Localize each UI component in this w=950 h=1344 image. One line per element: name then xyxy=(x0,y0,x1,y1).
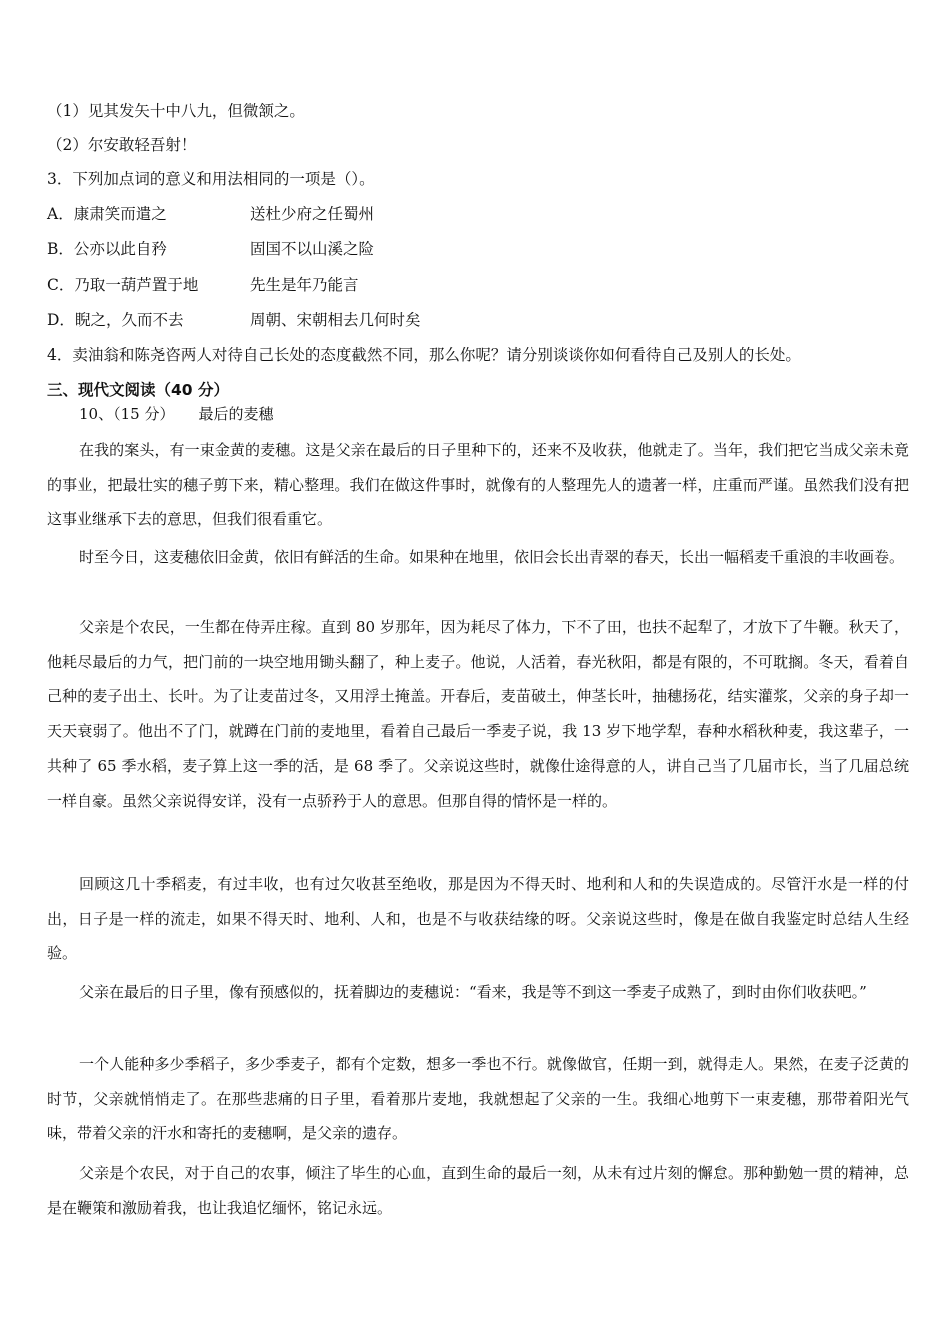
question-3-option-b xyxy=(47,239,167,259)
option-d-left: 睨之，久而不去 xyxy=(74,311,184,329)
question-3-option-a xyxy=(47,204,167,224)
question-4: 4．卖油翁和陈尧咨两人对待自己长处的态度截然不同，那么你呢？请分别谈谈你如何看待自己及别人的长处。 xyxy=(47,346,801,364)
article-paragraph-2: 时至今日，这麦穗依旧金黄，依旧有鲜活的生命。如果种在地里，依旧会长出青翠的春天，长出一幅稻麦千重浪的丰收画卷。 xyxy=(79,548,905,566)
option-label: B． xyxy=(47,240,74,258)
article-paragraph-6: 一个人能种多少季稻子，多少季麦子，都有个定数，想多一季也不行。就像做官，任期一到，就得走人。果然，在麦子泛黄的时节，父亲就悄悄走了。在那些悲痛的日子里，看着那片麦地，我就想起了父亲的一生。我细心地剪下一束麦穗，那带着阳光气味，带着父亲的汗水和寄托的麦穗啊，是父亲的遗存。 xyxy=(47,1055,909,1143)
option-c-left: 乃取一葫芦置于地 xyxy=(74,276,199,294)
article-paragraph-3: 父亲是个农民，一生都在侍弄庄稼。直到 80 岁那年，因为耗尽了体力，下不了田，也扶不起犁了，才放下了牛鞭。秋天了，他耗尽最后的力气，把门前的一块空地用锄头翻了，种上麦子。他说，人活着，春光秋阳，都是有限的，不可耽搁。冬天，看着自己种的麦子出土、长叶。为了让麦苗过冬，又用浮土掩盖。开春后，麦苗破土，伸茎长叶，抽穗扬花，结实灌浆，父亲的身子却一天天衰弱了。他出不了门，就蹲在门前的麦地里，看着自己最后一季麦子说，我 13 岁下地学犁，春种水稻秋种麦，我这辈子，一共种了 65 季水稻，麦子算上这一季的活，是 68 季了。父亲说这些时，就像仕途得意的人，讲自己当了几届市长，当了几届总统一样自豪。虽然父亲说得安详，没有一点骄矜于人的意思。但那自得的情怀是一样的。 xyxy=(47,618,909,810)
question-3-option-c xyxy=(47,275,198,295)
translation-item-2: （2）尔安敢轻吾射！ xyxy=(47,136,197,154)
article-paragraph-5: 父亲在最后的日子里，像有预感似的，抚着脚边的麦穗说：“看来，我是等不到这一季麦子成熟了，到时由你们收获吧。” xyxy=(79,983,867,1001)
article-paragraph-4: 回顾这几十季稻麦，有过丰收，也有过欠收甚至绝收，那是因为不得天时、地利和人和的失误造成的。尽管汗水是一样的付出，日子是一样的流走，如果不得天时、地利、人和，也是不与收获结缘的呀。父亲说这些时，像是在做自我鉴定时总结人生经验。 xyxy=(47,875,909,963)
question-3-option-d xyxy=(47,310,183,330)
option-b-left: 公亦以此自矜 xyxy=(73,240,167,258)
reading-subheading xyxy=(79,404,273,424)
question-3-option-d-right: 周朝、宋朝相去几何时矣 xyxy=(250,311,421,329)
question-3-stem: 3．下列加点词的意义和用法相同的一项是（）。 xyxy=(47,170,375,188)
article-title: 最后的麦穗 xyxy=(198,405,274,423)
question-number: 10、（15 分） xyxy=(79,405,175,423)
article-paragraph-7: 父亲是个农民，对于自己的农事，倾注了毕生的心血，直到生命的最后一刻，从未有过片刻的懈怠。那种勤勉一贯的精神，总是在鞭策和激励着我，也让我追忆缅怀，铭记永远。 xyxy=(47,1164,909,1217)
option-label: C． xyxy=(47,276,75,294)
article-paragraph-1: 在我的案头，有一束金黄的麦穗。这是父亲在最后的日子里种下的，还来不及收获，他就走了。当年，我们把它当成父亲未竟的事业，把最壮实的穗子剪下来，精心整理。我们在做这件事时，就像有的人整理先人的遗著一样，庄重而严谨。虽然我们没有把这事业继承下去的意思，但我们很看重它。 xyxy=(47,441,909,529)
question-3-option-a-right: 送杜少府之任蜀州 xyxy=(250,205,375,223)
option-label: A． xyxy=(47,205,74,223)
section-heading: 三、现代文阅读（40 分） xyxy=(47,381,229,399)
option-label: D． xyxy=(47,311,75,329)
question-3-option-b-right: 固国不以山溪之险 xyxy=(250,240,375,258)
question-3-option-c-right: 先生是年乃能言 xyxy=(250,276,359,294)
option-a-left: 康肃笑而遣之 xyxy=(73,205,167,223)
translation-item-1: （1）见其发矢十中八九，但微颔之。 xyxy=(47,102,305,120)
